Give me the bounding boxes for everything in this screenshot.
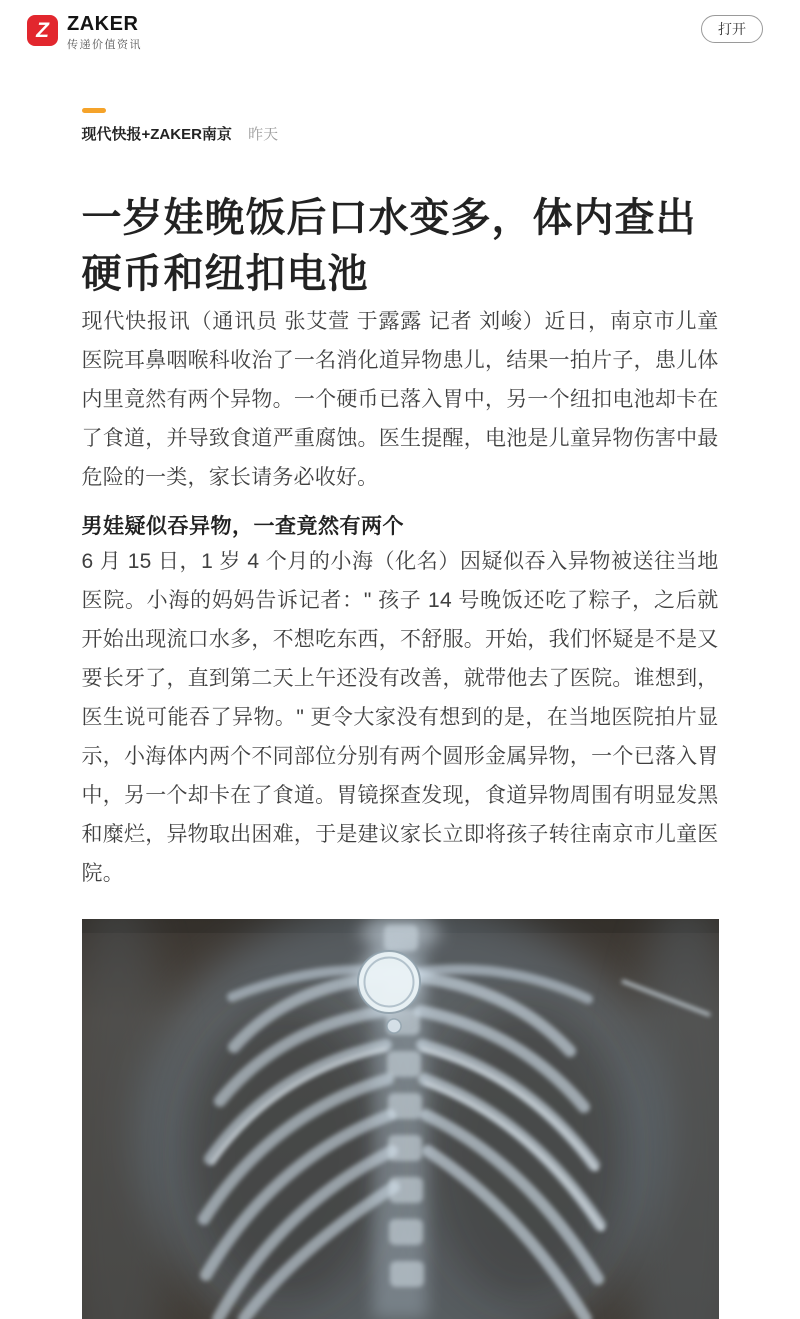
article-paragraph-2: 6 月 15 日，1 岁 4 个月的小海（化名）因疑似吞入异物被送往当地医院。小海的妈妈告诉记者：" 孩子 14 号晚饭还吃了粽子，之后就开始出现流口水多，不想吃东西，不舒服。开始，我们怀疑是不是又要长牙了，直到第二天上午还没有改善，就带他去了医院。谁想到，医生说可能吞了异物。" 更令大家没有想到的是，在当地医院拍片显示，小海体内两个不同部位分别有两个圆形金属异物，一个已落入胃中，另一个却卡在了食道。胃镜探查发现，食道异物周围有明显发黑和糜烂，异物取出困难，于是建议家长立即将孩子转往南京市儿童医院。 (81, 550, 719, 885)
chest-xray-image (82, 919, 719, 1319)
brand-text (67, 13, 142, 52)
article-title: 一岁娃晚饭后口水变多，体内查出硬币和纽扣电池 (81, 195, 697, 296)
accent-dash (82, 108, 106, 113)
zaker-logo-icon (27, 15, 58, 46)
zaker-logo[interactable] (27, 13, 142, 52)
article-subheading: 男娃疑似吞异物，一查竟然有两个 (81, 515, 404, 538)
logo-letter: Z (36, 19, 49, 42)
open-app-button[interactable]: 打开 (701, 15, 763, 43)
article-paragraph-1: 现代快报讯（通讯员 张艾萱 于露露 记者 刘峻）近日，南京市儿童医院耳鼻咽喉科收治了一名消化道异物患儿，结果一拍片子，患儿体内里竟然有两个异物。一个硬币已落入胃中，另一个纽扣电池却卡在了食道，并导致食道严重腐蚀。医生提醒，电池是儿童异物伤害中最危险的一类，家长请务必收好。 (81, 310, 719, 489)
xray-figure (82, 919, 719, 1319)
article-source[interactable]: 现代快报+ZAKER南京 (81, 126, 232, 143)
button-battery (355, 948, 423, 1016)
article (82, 108, 719, 1319)
article-meta (82, 126, 719, 144)
brand-name: ZAKER (67, 13, 139, 35)
brand-tagline: 传递价值资讯 (67, 39, 142, 51)
small-metal-spot (387, 1019, 401, 1033)
app-header (0, 0, 800, 52)
article-publish-time: 昨天 (248, 126, 279, 143)
